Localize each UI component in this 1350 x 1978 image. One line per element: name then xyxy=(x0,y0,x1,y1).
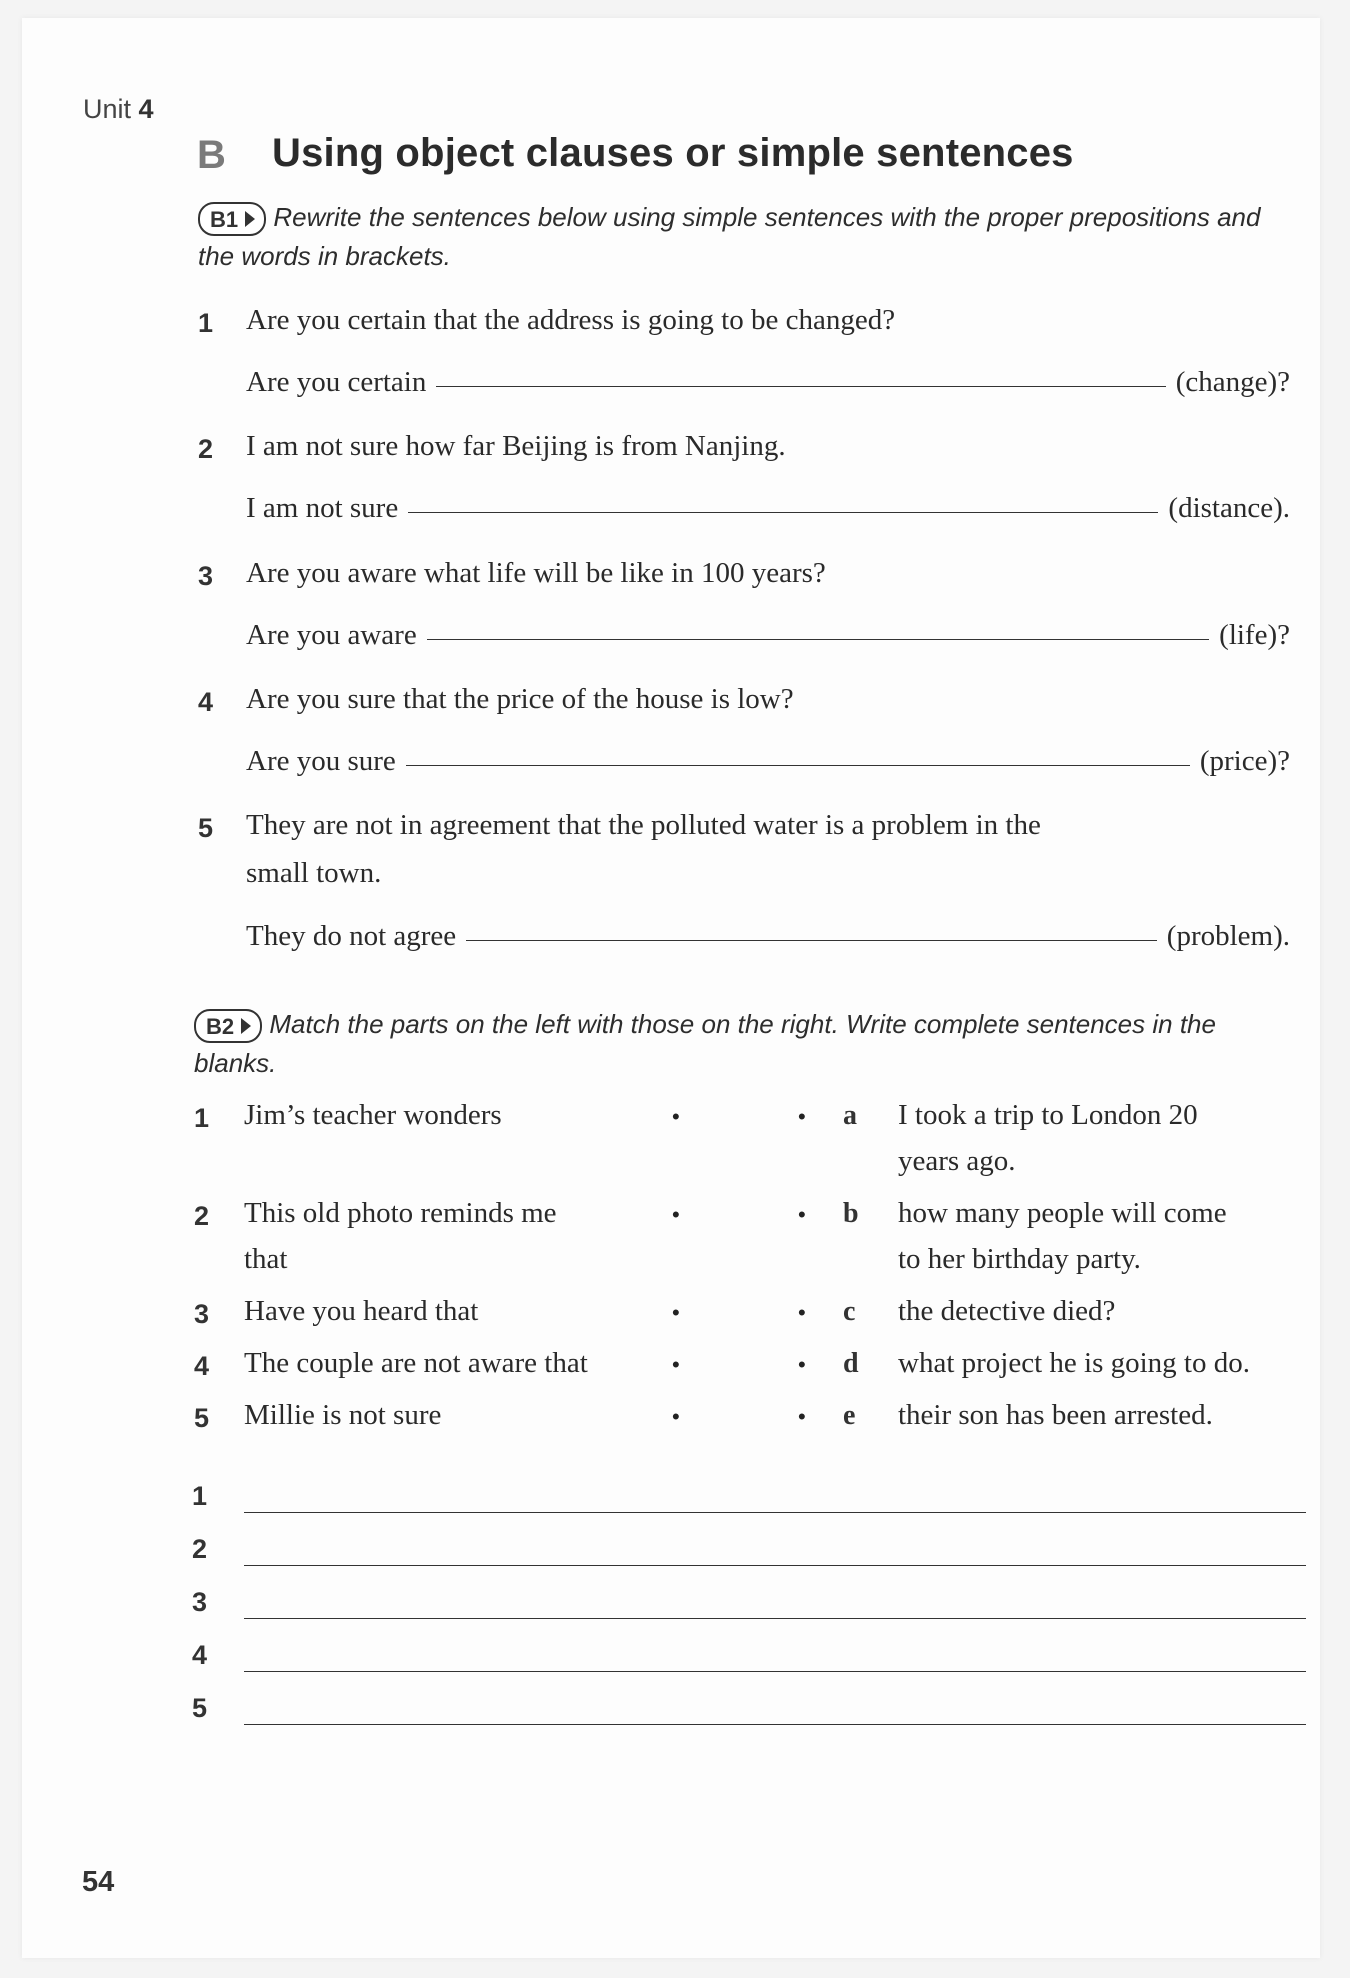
answer-blank[interactable] xyxy=(408,512,1158,513)
answer-line[interactable] xyxy=(244,1565,1306,1566)
item-question: Are you sure that the price of the house is low? xyxy=(246,683,794,715)
right-item-letter: a xyxy=(843,1100,857,1131)
unit-label: Unit 4 xyxy=(83,94,154,124)
right-item-letter: c xyxy=(843,1296,856,1327)
left-match-dot[interactable]: • xyxy=(672,1352,680,1377)
left-item-number: 1 xyxy=(194,1103,210,1133)
answer-prompt: They do not agree xyxy=(246,920,457,952)
b2-badge: B2 xyxy=(194,1009,262,1043)
answer-line[interactable] xyxy=(244,1618,1306,1619)
left-item-number: 4 xyxy=(194,1351,210,1381)
item-question: Are you certain that the address is going to be changed? xyxy=(246,304,896,336)
page-number: 54 xyxy=(82,1866,115,1898)
answer-hint: (distance). xyxy=(1168,492,1290,524)
answer-prompt: Are you sure xyxy=(246,745,396,777)
item-question: Are you aware what life will be like in 100 years? xyxy=(246,557,826,589)
answer-line-number: 3 xyxy=(192,1587,208,1617)
answer-line[interactable] xyxy=(244,1512,1306,1513)
left-match-dot[interactable]: • xyxy=(672,1202,680,1227)
answer-row xyxy=(246,366,1290,399)
item-number: 2 xyxy=(198,434,214,464)
answer-blank[interactable] xyxy=(466,940,1157,941)
left-item-number: 2 xyxy=(194,1201,210,1231)
right-match-dot[interactable]: • xyxy=(798,1202,806,1227)
right-item-letter: b xyxy=(843,1198,859,1229)
answer-hint: (problem). xyxy=(1166,920,1290,952)
section-letter: B xyxy=(197,133,226,177)
answer-line-number: 1 xyxy=(192,1481,208,1511)
item-question: I am not sure how far Beijing is from Nanjing. xyxy=(246,430,786,462)
answer-hint: (life)? xyxy=(1219,619,1290,651)
item-number: 1 xyxy=(198,308,214,338)
section-title: Using object clauses or simple sentences xyxy=(272,131,1074,175)
answer-line-number: 5 xyxy=(192,1693,208,1723)
right-item-text: the detective died? xyxy=(898,1295,1116,1327)
item-question-continued: small town. xyxy=(246,857,382,889)
answer-blank[interactable] xyxy=(427,639,1209,640)
right-match-dot[interactable]: • xyxy=(798,1404,806,1429)
left-match-dot[interactable]: • xyxy=(672,1404,680,1429)
answer-hint: (price)? xyxy=(1199,745,1290,777)
answer-blank[interactable] xyxy=(406,765,1190,766)
right-item-text: their son has been arrested. xyxy=(898,1399,1213,1431)
item-number: 5 xyxy=(198,813,214,843)
answer-row xyxy=(246,745,1290,778)
left-item-number: 3 xyxy=(194,1299,210,1329)
left-item-text: Have you heard that xyxy=(244,1295,479,1327)
answer-blank[interactable] xyxy=(436,386,1165,387)
b1-badge: B1 xyxy=(198,202,266,236)
left-item-text-continued: that xyxy=(244,1243,288,1275)
left-item-text: Jim’s teacher wonders xyxy=(244,1099,502,1131)
b2-instruction: B2 Match the parts on the left with those on the right. Write complete sentences in the blanks. xyxy=(194,1009,1216,1078)
right-match-dot[interactable]: • xyxy=(798,1300,806,1325)
right-item-text: what project he is going to do. xyxy=(898,1347,1250,1379)
play-arrow-icon xyxy=(245,211,255,227)
right-item-text: I took a trip to London 20 xyxy=(898,1099,1198,1131)
left-item-text: Millie is not sure xyxy=(244,1399,442,1431)
left-item-text: This old photo reminds me xyxy=(244,1197,557,1229)
item-number: 3 xyxy=(198,561,214,591)
answer-line-number: 2 xyxy=(192,1534,208,1564)
right-item-text-continued: years ago. xyxy=(898,1145,1016,1177)
answer-row xyxy=(246,619,1290,652)
right-item-letter: e xyxy=(843,1400,856,1431)
play-arrow-icon xyxy=(241,1018,251,1034)
left-item-text: The couple are not aware that xyxy=(244,1347,588,1379)
answer-row xyxy=(246,920,1290,953)
right-match-dot[interactable]: • xyxy=(798,1104,806,1129)
right-item-text: how many people will come xyxy=(898,1197,1227,1229)
answer-line[interactable] xyxy=(244,1671,1306,1672)
right-item-letter: d xyxy=(843,1348,859,1379)
right-item-text-continued: to her birthday party. xyxy=(898,1243,1141,1275)
answer-prompt: Are you certain xyxy=(246,366,427,398)
answer-row xyxy=(246,492,1290,525)
item-question: They are not in agreement that the polluted water is a problem in the xyxy=(246,809,1041,841)
answer-prompt: Are you aware xyxy=(246,619,417,651)
left-match-dot[interactable]: • xyxy=(672,1104,680,1129)
b1-instruction: B1 Rewrite the sentences below using simple sentences with the proper prepositions and the words in brackets. xyxy=(198,202,1261,271)
left-item-number: 5 xyxy=(194,1403,210,1433)
left-match-dot[interactable]: • xyxy=(672,1300,680,1325)
answer-line[interactable] xyxy=(244,1724,1306,1725)
answer-line-number: 4 xyxy=(192,1640,208,1670)
answer-hint: (change)? xyxy=(1175,366,1290,398)
right-match-dot[interactable]: • xyxy=(798,1352,806,1377)
item-number: 4 xyxy=(198,687,214,717)
answer-prompt: I am not sure xyxy=(246,492,399,524)
